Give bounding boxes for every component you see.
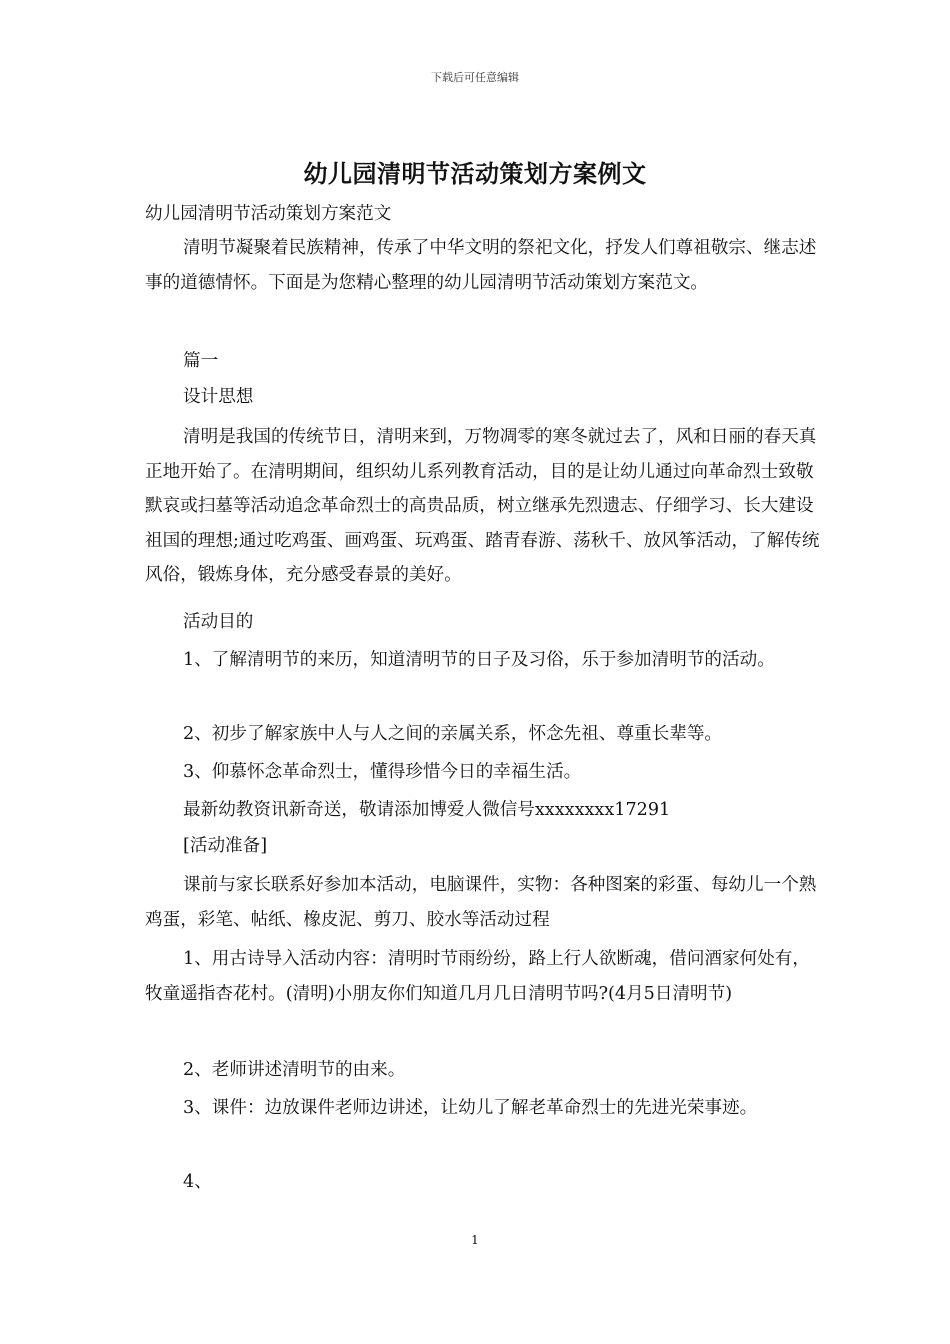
page-number: 1: [471, 1233, 479, 1247]
subtitle-paragraph: 幼儿园清明节活动策划方案范文: [145, 204, 392, 224]
goal-item-2: 2、初步了解家族中人与人之间的亲属关系，怀念先祖、尊重长辈等。: [183, 724, 723, 744]
wechat-note: 最新幼教资讯新奇送，敬请添加博爱人微信号xxxxxxxx17291: [183, 800, 671, 820]
process-step-2: 2、老师讲述清明节的由来。: [183, 1060, 406, 1080]
preparation-paragraph: 课前与家长联系好参加本活动，电脑课件，实物：各种图案的彩蛋、每幼儿一个熟鸡蛋，彩笔、帖纸、橡皮泥、剪刀、胶水等活动过程: [145, 875, 817, 930]
section-heading-design: 设计思想: [183, 387, 254, 407]
header-note: 下载后可任意编辑: [431, 71, 519, 84]
process-step-3: 3、课件：边放课件老师边讲述，让幼儿了解老革命烈士的先进光荣事迹。: [183, 1098, 758, 1118]
process-step-1: 1、用古诗导入活动内容：清明时节雨纷纷，路上行人欲断魂，借问酒家何处有，牧童遥指杏花村。(清明)小朋友你们知道几月几日清明节吗?(4月5日清明节): [145, 949, 810, 1004]
process-step-4: 4、: [183, 1172, 212, 1192]
intro-paragraph: 清明节凝聚着民族精神，传承了中华文明的祭祀文化，抒发人们尊祖敬宗、继志述事的道德情怀。下面是为您精心整理的幼儿园清明节活动策划方案范文。: [145, 238, 817, 293]
goal-item-3: 3、仰慕怀念革命烈士，懂得珍惜今日的幸福生活。: [183, 762, 582, 782]
design-paragraph: 清明是我国的传统节日，清明来到，万物凋零的寒冬就过去了，风和日丽的春天真正地开始了。在清明期间，组织幼儿系列教育活动，目的是让幼儿通过向革命烈士致敬默哀或扫墓等活动追念革命烈士的高贵品质，树立继承先烈遗志、仔细学习、长大建设祖国的理想;通过吃鸡蛋、画鸡蛋、玩鸡蛋、踏青春游、荡秋千、放风筝活动，了解传统风俗，锻炼身体，充分感受春景的美好。: [145, 427, 820, 585]
section-heading-preparation: [活动准备]: [183, 836, 268, 856]
section-heading-goals: 活动目的: [183, 612, 254, 632]
document-title: 幼儿园清明节活动策划方案例文: [303, 159, 647, 188]
section-heading-part-one: 篇一: [183, 351, 219, 371]
goal-item-1: 1、了解清明节的来历，知道清明节的日子及习俗，乐于参加清明节的活动。: [183, 650, 775, 670]
